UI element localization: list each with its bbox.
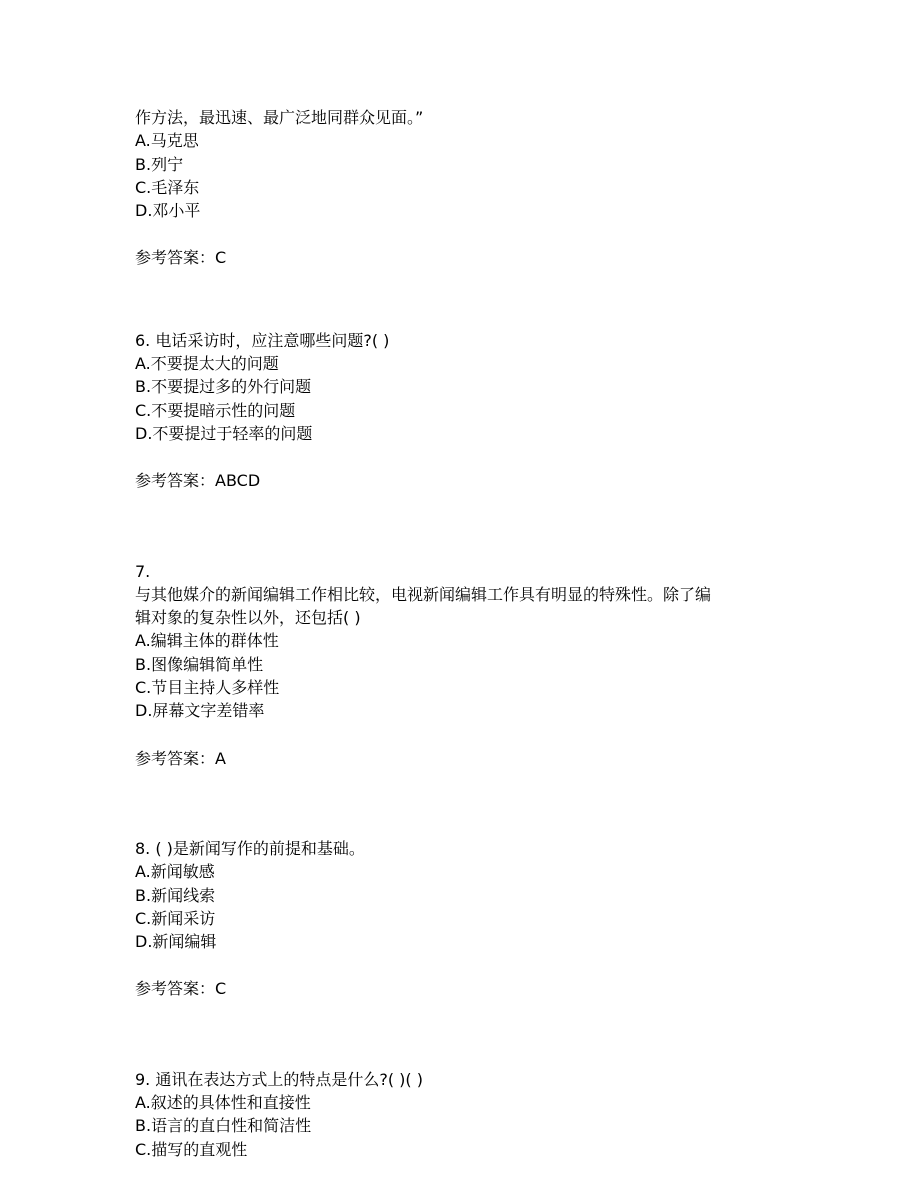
option-b: B.不要提过多的外行问题	[135, 377, 312, 397]
reference-answer: 参考答案：C	[135, 248, 227, 268]
option-a: A.叙述的具体性和直接性	[135, 1093, 311, 1113]
question-7	[135, 560, 795, 770]
option-d: D.屏幕文字差错率	[135, 701, 265, 721]
option-a: A.马克思	[135, 131, 199, 151]
option-d: D.不要提过于轻率的问题	[135, 423, 313, 443]
question-stem-line-1: 与其他媒介的新闻编辑工作相比较，电视新闻编辑工作具有明显的特殊性。除了编	[135, 584, 712, 604]
document-page	[135, 106, 795, 1161]
option-b: B.新闻线索	[135, 885, 216, 905]
option-c: C.节目主持人多样性	[135, 678, 280, 698]
option-c: C.描写的直观性	[135, 1139, 248, 1159]
question-stem: 8. ( )是新闻写作的前提和基础。	[135, 838, 365, 858]
option-b: B.图像编辑简单性	[135, 654, 264, 674]
question-9	[135, 1068, 795, 1161]
question-5	[135, 106, 795, 270]
question-stem: 作方法，最迅速、最广泛地同群众见面。”	[135, 108, 424, 127]
question-8	[135, 837, 795, 1001]
option-a: A.不要提太大的问题	[135, 354, 279, 374]
option-c: C.新闻采访	[135, 908, 216, 928]
reference-answer: 参考答案：ABCD	[135, 471, 261, 491]
option-c: C.不要提暗示性的问题	[135, 400, 296, 420]
option-d: D.新闻编辑	[135, 932, 217, 952]
reference-answer: 参考答案：C	[135, 979, 227, 999]
question-stem-line-2: 辑对象的复杂性以外，还包括( )	[135, 608, 361, 628]
option-b: B.语言的直白性和简洁性	[135, 1116, 312, 1136]
question-stem: 9. 通讯在表达方式上的特点是什么?( )( )	[135, 1069, 423, 1089]
option-a: A.新闻敏感	[135, 862, 215, 882]
option-d: D.邓小平	[135, 201, 201, 221]
question-6	[135, 329, 795, 493]
option-b: B.列宁	[135, 154, 184, 174]
option-c: C.毛泽东	[135, 177, 200, 197]
option-a: A.编辑主体的群体性	[135, 631, 279, 651]
question-stem: 6. 电话采访时，应注意哪些问题?( )	[135, 330, 390, 350]
reference-answer: 参考答案：A	[135, 748, 226, 768]
question-number: 7.	[135, 561, 151, 581]
